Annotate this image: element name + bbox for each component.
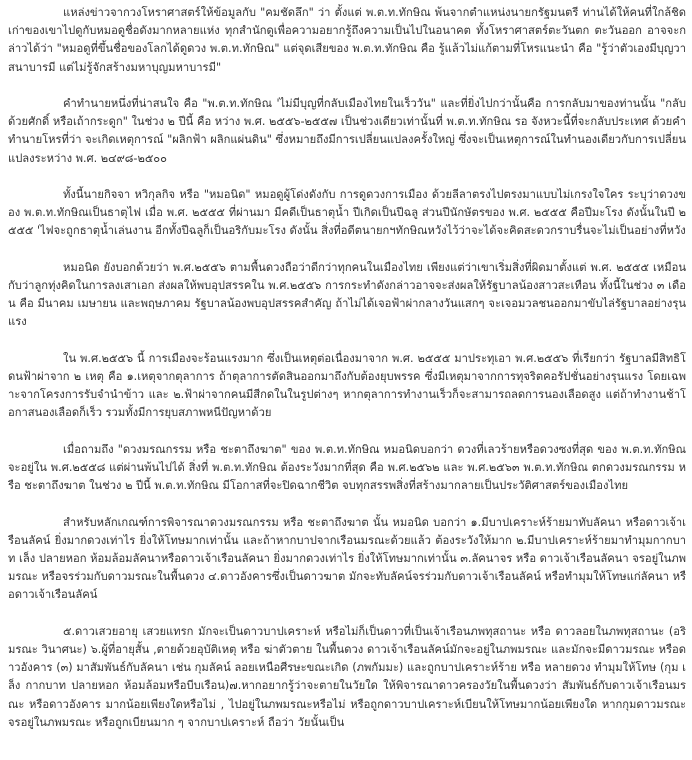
paragraph-fate-question: เมื่อถามถึง "ดวงมรณกรรม หรือ ชะตาถึงฆาต" ของ พ.ต.ท.ทักษิณ หมอนิดบอกว่า ดวงที่เลวร้ายหรือดวงซงที่สุด ของ พ.ต.ท.ทักษิณ จะอยู่ใน พ.ศ.๒๕๕๘ แต่ผ่านพ้นไปได้ สิ่งที่ พ.ต.ท.ทักษิณ ต้องระวังมากที่สุด คือ พ.ศ.๒๕๖๒ และ พ.ศ.๒๕๖๓ พ.ต.ท.ทักษิณ ตกดวงมรณกรรม หรือ ชะตาถึงฆาต ในช่วง ๒ ปีนี้ พ.ต.ท.ทักษิณ มีโอกาสที่จะปิดฉากชีวิต จบทุกสรรพสิ่งที่สร้างมากลายเป็นประวัติศาสตร์ของเมืองไทย [8, 442, 686, 493]
paragraph-criteria-5-7: ๕.ดาวเสวยอายุ เสวยแทรก มักจะเป็นดาวบาปเคราะห์ หรือไม่ก็เป็นดาวที่เป็นเจ้าเรือนภพทุสถานะ หรือ ดาวลอยในภพทุสถานะ (อริ มรณะ วินาศนะ) ๖.ผู้ที่อายุสั้น ,ตายด้วยอุบัติเหตุ หรือ ฆ่าตัวตาย ในพื้นดวง ดาวเจ้าเรือนลัคน์มักจะอยู่ในภพมรณะ และมักจะมีดาวมรณะ หรือดาวอังคาร (๓) มาสัมพันธ์กับลัคนา เช่น กุมลัคน์ ลอยเหนือศีรษะขณะเกิด (ภพกัมมะ) และถูกบาปเคราะห์ร้าย หรือ หลายดวง ทำมุมให้โทษ (กุม เล็ง กากบาท ปลายหอก ห้อมล้อมหรือบีบเรือน)๗.หากอยากรู้ว่าจะตายในวัยใด ให้พิจารณาดาวครองวัยในพื้นดวงว่า สัมพันธ์กับดาวเจ้าเรือนมรณะ หรือดาวอังคาร มากน้อยเพียงใดหรือไม่ , ไปอยู่ในภพมรณะหรือไม่ หรือถูกดาวบาปเคราะห์เบียนให้โทษมากน้อยเพียงใด หากกุมดาวมรณะ จรอยู่ในภพมรณะ หรือถูกเบียนมาก ๆ จากบาปเคราะห์ ถือว่า วัยนั้นเป็น [8, 624, 686, 729]
paragraph-criteria-1-4: สำหรับหลักเกณฑ์การพิจารณาดวงมรณกรรม หรือ ชะตาถึงฆาต นั้น หมอนิด บอกว่า ๑.มีบาปเคราะห์ร้ายมาทับลัคนา หรือดาวเจ้าเรือนลัคน์ ยิ่งมากดวงเท่าไร ยิ่งให้โทษมากเท่านั้น และถ้าหากบาปจากเรือนมรณะด้วยแล้ว ต้องระวังให้มาก ๒.มีบาปเคราะห์ร้ายมาทำมุมกากบาท เล็ง ปลายหอก ห้อมล้อมลัคนาหรือดาวเจ้าเรือนลัคนา ยิ่งมากดวงเท่าไร ยิ่งให้โทษมากเท่านั้น ๓.ลัคนาจร หรือ ดาวเจ้าเรือนลัคนา จรอยู่ในภพมรณะ หรือจรร่วมกับดาวมรณะในพื้นดวง ๔.ดาวอังคารซึ่งเป็นดาวฆาต มักจะทับลัคน์จรร่วมกับดาวเจ้าเรือนลัคน์ หรือทำมุมให้โทษแก่ลัคนา หรือดาวเจ้าเรือนลัคน์ [8, 515, 686, 602]
article-body [8, 4, 686, 750]
paragraph-government-obstacles: หมอนิด ยังบอกด้วยว่า พ.ศ.๒๕๕๖ ตามพื้นดวงถือว่าดีกว่าทุกคนในเมืองไทย เพียงแต่ว่าเขาเริ่มสิ่งที่ผิดมาตั้งแต่ พ.ศ. ๒๕๕๕ เหมือนกับว่าลูกทุ่งคิดในการลงเสาเอก ส่งผลให้พบอุปสรรคใน พ.ศ.๒๕๕๖ การกระทำดังกล่าวอาจจะส่งผลให้รัฐบาลน้องสาวสะเทือน ทั้งนี้ในช่วง ๓ เดือน คือ มีนาคม เมษายน และพฤษภาคม รัฐบาลน้องพบอุปสรรคสำคัญ ถ้าไม่ได้เจอฟ้าผ่ากลางวันแสกๆ จะเจอมวลชนออกมาขับไล่รัฐบาลอย่างรุนแรง [8, 260, 686, 329]
paragraph-prediction-return: คำทำนายหนึ่งที่น่าสนใจ คือ "พ.ต.ท.ทักษิณ 'ไม่มีบุญที่กลับเมืองไทยในเร็ววัน" และที่ยิ่งไปกว่านั้นคือ การกลับมาของท่านนั้น "กลับด้วยศักดิ์ หรือเถ้ากระดูก" ในช่วง ๒ ปีนี้ คือ หว่าง พ.ศ. ๒๕๕๖-๒๕๕๗ เป็นช่วงเดียวเท่านั้นที่ พ.ต.ท.ทักษิณ รอ จังหวะนี้ที่จะกลับประเทศ ด้วยคำทำนายโหรที่ว่า จะเกิดเหตุการณ์ "ผลิกฟ้า ผลิกแผ่นดิน" ซึ่งหมายถึงมีการเปลี่ยนแปลงครั้งใหญ่ ซึ่งจะเป็นเหตุการณ์ในทำนองเดียวกับการเปลี่ยนแปลงระหว่าง พ.ศ. ๒๔๙๘-๒๕๐๐ [8, 97, 686, 165]
paragraph-mor-nit-elements: ทั้งนี้นายกิจจา หวิกุลกิจ หรือ "หมอนิด" หมอดูผู้โด่งดังกับ การดูดวงการเมือง ด้วยลีลาตรงไปตรงมาแบบไม่เกรงใจใคร ระบุว่าดวงของ พ.ต.ท.ทักษิณเป็นธาตุไฟ เมื่อ พ.ศ. ๒๕๕๕ ที่ผ่านมา มีคดีเป็นธาตุน้ำ ปีเกิดเป็นปีฉลู ส่วนปีนักษัตรของ พ.ศ. ๒๕๕๕ คือปีมะโรง ดังนั้นในปี ๒๕๕๕ 'ไฟจะถูกธาตุน้ำเล่นงาน อีกทั้งปีฉลูก็เป็นอริกับมะโรง ดังนั้น สิ่งที่อดีตนายกฯทักษิณหวังไว้ว่าจะได้จะคิดสะดวกราบรื่นจะไม่เป็นอย่างที่หวัง [8, 188, 686, 238]
paragraph-source-report: แหล่งข่าวจากวงโหราศาสตร์ให้ข้อมูลกับ "คมชัดลึก" ว่า ตั้งแต่ พ.ต.ท.ทักษิณ พ้นจากตำแหน่งนายกรัฐมนตรี ท่านได้ให้คนที่ใกล้ชิดเก่าของเขาไปดูกับหมอดูชื่อดังมากหลายแห่ง ทุกสำนักดูเพื่อความอยากรู้ถึงความเป็นไปในอนาคต ทั้งโหราศาสตร์ตะวันตก ตะวันออก อาจจะกล่าวได้ว่า "หมอดูที่ขึ้นชื่อของโลกได้ดูดวง พ.ต.ท.ทักษิณ" แต่จุดเสียของ พ.ต.ท.ทักษิณ คือ รู้แล้วไม่แก้ตามที่โหรแนะนำ คือ "รู้ว่าตัวเองมีบุญวาสนาบารมี แต่ไม่รู้จักสร้างมหาบุญมหาบารมี" [8, 6, 686, 74]
paragraph-political-heat: ใน พ.ศ.๒๕๕๖ นี้ การเมืองจะร้อนแรงมาก ซึ่งเป็นเหตุต่อเนื่องมาจาก พ.ศ. ๒๕๕๕ มาประทุเอา พ.ศ.๒๕๕๖ ที่เรียกว่า รัฐบาลมีสิทธิโดนฟ้าผ่าจาก ๒ เหตุ คือ ๑.เหตุจากตุลาการ ถ้าตุลาการตัดสินออกมาถึงกับต้องยุบพรรค ซึ่งมีเหตุมาจากการทุจริตคอรัปชั่นอย่างรุนแรง โดยเฉพาะจากโครงการรับจำนำข้าว และ ๒.ฟ้าผ่าจากคนมีสีกดในในรูปต่างๆ หากตุลาการทำงานเร็วก็จะสามารถลดการนองเลือดสูง แต่ถ้าทำงานช้าโอกาสนองเลือดก็เร็ว รวมทั้งมีการยุบสภาพหนีปัญหาด้วย [8, 351, 686, 420]
